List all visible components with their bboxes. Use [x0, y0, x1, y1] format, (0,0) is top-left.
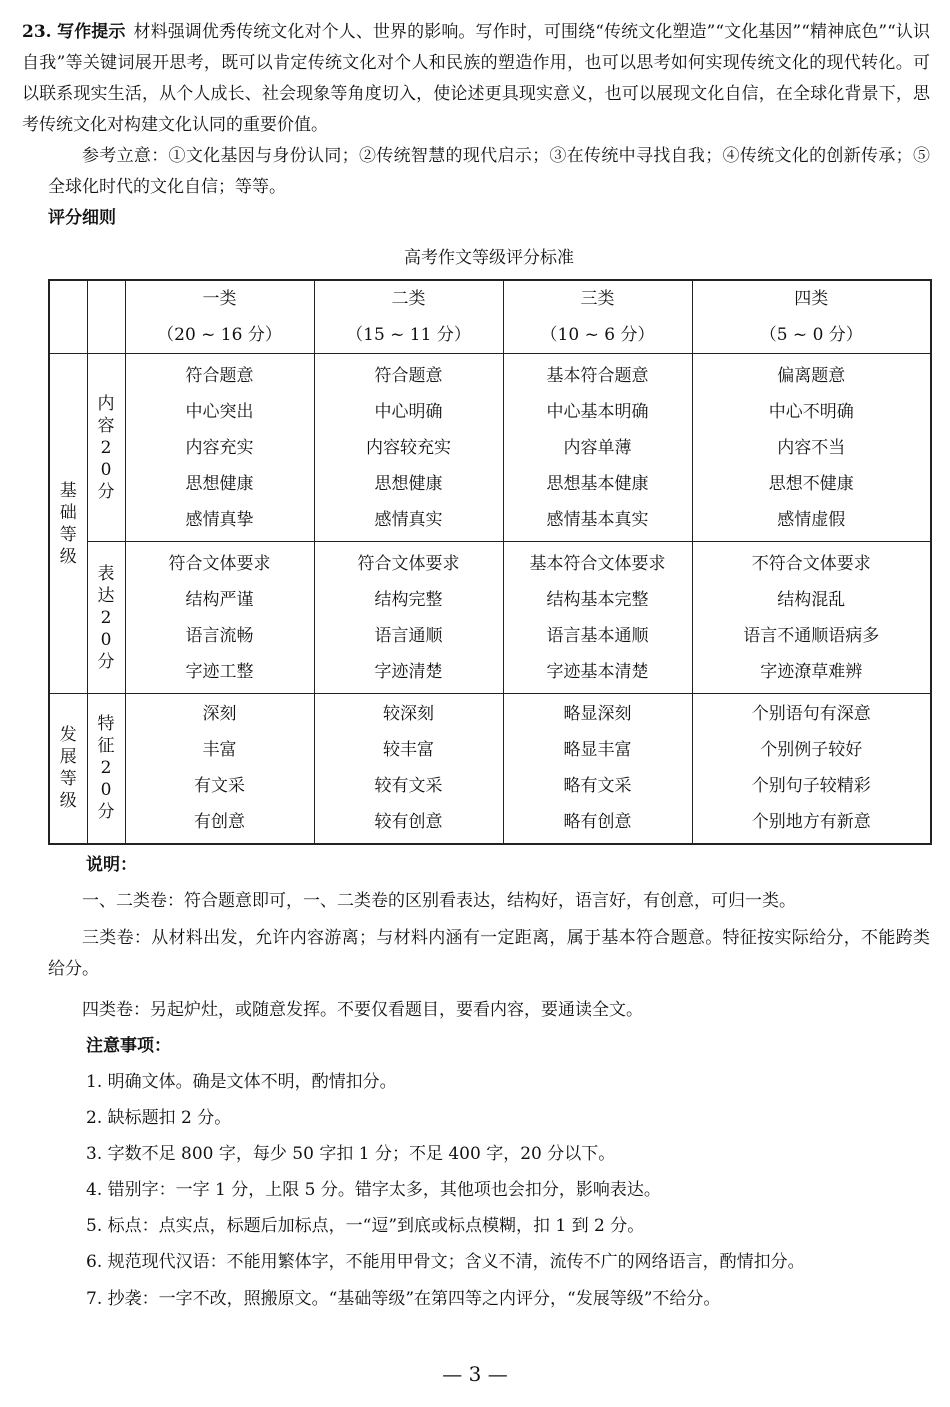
section-features-label: 特征20分 [87, 694, 125, 844]
note-item: 7. 抄袭：一字不改，照搬原文。“基础等级”在第四等之内评分，“发展等级”不给分。 [86, 1289, 721, 1309]
column-header: 四类 （5 ~ 0 分） [692, 280, 931, 354]
explanation-heading: 说明： [86, 855, 137, 875]
section-expression-label: 表达20分 [87, 542, 125, 694]
grading-table [48, 279, 932, 845]
table-caption: 高考作文等级评分标准 [404, 248, 574, 268]
header-blank [49, 280, 87, 354]
note-item: 1. 明确文体。确是文体不明，酌情扣分。 [86, 1072, 397, 1092]
question-label: 写作提示 [57, 22, 126, 42]
table-header-row [49, 280, 931, 354]
table-cell: 符合文体要求 结构严谨 语言流畅 字迹工整 [125, 542, 314, 694]
column-header: 二类 （15 ~ 11 分） [314, 280, 503, 354]
question-number: 23. [22, 22, 52, 42]
expression-row [49, 542, 931, 694]
question-23 [22, 17, 930, 141]
section-content-label: 内容20分 [87, 354, 125, 542]
table-cell: 不符合文体要求 结构混乱 语言不通顺语病多 字迹潦草难辨 [692, 542, 931, 694]
table-cell: 偏离题意 中心不明确 内容不当 思想不健康 感情虚假 [692, 354, 931, 542]
group-basic: 基础等级 [49, 354, 87, 694]
table-cell: 较深刻 较丰富 较有文采 较有创意 [314, 694, 503, 844]
reference-ideas: 参考立意：①文化基因与身份认同；②传统智慧的现代启示；③在传统中寻找自我；④传统文化的创新传承；⑤全球化时代的文化自信；等等。 [48, 146, 930, 197]
explanation-item: 四类卷：另起炉灶，或随意发挥。不要仅看题目，要看内容，要通读全文。 [82, 1000, 643, 1020]
header-blank [87, 280, 125, 354]
note-item: 3. 字数不足 800 字，每少 50 字扣 1 分；不足 400 字，20 分以下。 [86, 1144, 616, 1164]
note-item: 5. 标点：点实点，标题后加标点，一“逗”到底或标点模糊，扣 1 到 2 分。 [86, 1216, 645, 1236]
features-row [49, 694, 931, 844]
rules-heading: 评分细则 [48, 208, 116, 228]
table-cell: 基本符合文体要求 结构基本完整 语言基本通顺 字迹基本清楚 [503, 542, 692, 694]
table-cell: 符合文体要求 结构完整 语言通顺 字迹清楚 [314, 542, 503, 694]
note-item: 6. 规范现代汉语：不能用繁体字，不能用甲骨文；含义不清，流传不广的网络语言，酌情扣分。 [86, 1252, 805, 1272]
explanation-item: 一、二类卷：符合题意即可，一、二类卷的区别看表达，结构好，语言好，有创意，可归一类。 [82, 891, 796, 911]
content-row [49, 354, 931, 542]
table-cell: 个别语句有深意 个别例子较好 个别句子较精彩 个别地方有新意 [692, 694, 931, 844]
table-cell: 符合题意 中心明确 内容较充实 思想健康 感情真实 [314, 354, 503, 542]
explanation-item: 三类卷：从材料出发，允许内容游离；与材料内涵有一定距离，属于基本符合题意。特征按实际给分，不能跨类给分。 [48, 928, 930, 979]
column-header: 三类 （10 ~ 6 分） [503, 280, 692, 354]
column-header: 一类 （20 ~ 16 分） [125, 280, 314, 354]
table-cell: 深刻 丰富 有文采 有创意 [125, 694, 314, 844]
table-cell: 符合题意 中心突出 内容充实 思想健康 感情真挚 [125, 354, 314, 542]
note-item: 4. 错别字：一字 1 分，上限 5 分。错字太多，其他项也会扣分，影响表达。 [86, 1180, 661, 1200]
note-item: 2. 缺标题扣 2 分。 [86, 1108, 232, 1128]
group-development: 发展等级 [49, 694, 87, 844]
table-cell: 基本符合题意 中心基本明确 内容单薄 思想基本健康 感情基本真实 [503, 354, 692, 542]
table-cell: 略显深刻 略显丰富 略有文采 略有创意 [503, 694, 692, 844]
question-text: 材料强调优秀传统文化对个人、世界的影响。写作时，可围绕“传统文化塑造”“文化基因”“精神底色”“认识自我”等关键词展开思考，既可以肯定传统文化对个人和民族的塑造作用，也可以思考如何实现传统文化的现代转化。可以联系现实生活，从个人成长、社会现象等角度切入，使论述更具现实意义，也可以展现文化自信，在全球化背景下，思考传统文化对构建文化认同的重要价值。 [22, 22, 930, 135]
page-number: — 3 — [442, 1362, 508, 1386]
notes-heading: 注意事项： [86, 1036, 171, 1056]
